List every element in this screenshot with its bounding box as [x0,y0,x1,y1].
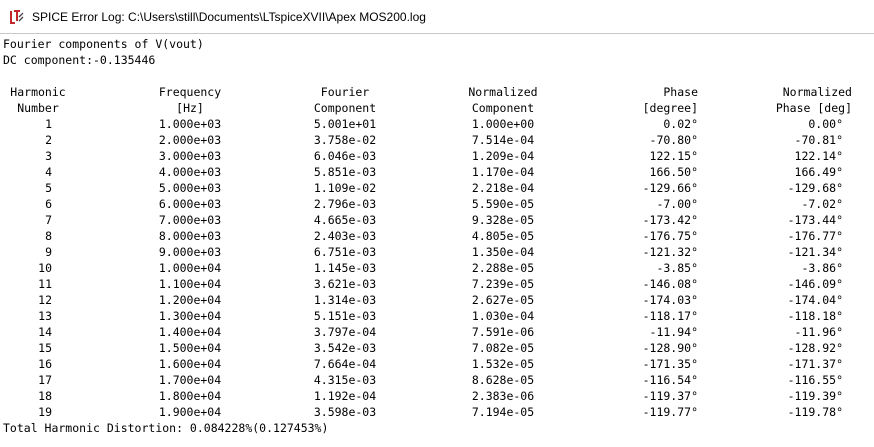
normalized-component-value: 2.383e-06 [471,389,535,403]
normalized-phase-value: -11.96° [794,325,843,339]
normalized-component-value: 1.030e-04 [471,309,535,323]
harmonic-number: 12 [38,293,52,307]
frequency-header: Frequency [158,85,222,99]
normalized-phase-value: -171.37° [787,357,843,371]
phase-header-unit: [degree] [642,101,698,115]
phase-value: -176.75° [642,229,698,243]
normalized-component-value: 7.514e-04 [471,133,535,147]
phase-value: 122.15° [649,149,698,163]
dc-component: DC component:-0.135446 [3,53,156,67]
total-harmonic-distortion: Total Harmonic Distortion: 0.084228%(0.127453%) [3,421,329,435]
normalized-phase-value: 166.49° [794,165,843,179]
phase-value: -7.00° [656,197,698,211]
normalized-component-value: 1.350e-04 [471,245,535,259]
phase-header: Phase [663,85,698,99]
frequency-value: 8.000e+03 [158,229,222,243]
phase-value: -11.94° [649,325,698,339]
normalized-phase-header: Normalized [782,85,852,99]
ltspice-app-icon[interactable] [8,8,26,26]
harmonic-header-unit: Number [17,101,59,115]
frequency-value: 7.000e+03 [158,213,222,227]
phase-value: -3.85° [656,261,698,275]
frequency-value: 1.300e+04 [158,309,222,323]
fourier-component-value: 3.598e-03 [313,405,377,419]
harmonic-number: 4 [45,165,52,179]
phase-value: -70.80° [649,133,698,147]
phase-value: -174.03° [642,293,698,307]
harmonic-number: 6 [45,197,52,211]
frequency-value: 1.600e+04 [158,357,222,371]
fourier-heading: Fourier components of V(vout) [3,37,204,51]
normalized-phase-value: -174.04° [787,293,843,307]
normalized-phase-value: 122.14° [794,149,843,163]
fourier-component-value: 3.758e-02 [313,133,377,147]
frequency-value: 1.500e+04 [158,341,222,355]
harmonic-number: 1 [45,117,52,131]
frequency-value: 3.000e+03 [158,149,222,163]
fourier-component-value: 2.796e-03 [313,197,377,211]
frequency-header-unit: [Hz] [176,101,204,115]
normalized-component-value: 2.288e-05 [471,261,535,275]
normalized-phase-value: -70.81° [794,133,843,147]
title-bar[interactable] [0,0,874,33]
fourier-component-value: 1.109e-02 [313,181,377,195]
normalized-component-value: 1.209e-04 [471,149,535,163]
harmonic-number: 5 [45,181,52,195]
log-text-area[interactable] [0,33,874,447]
fourier-component-value: 4.315e-03 [313,373,377,387]
harmonic-number: 19 [38,405,52,419]
phase-value: -128.90° [642,341,698,355]
window-title: SPICE Error Log: C:\Users\still\Documents\LTspiceXVII\Apex MOS200.log [32,9,426,24]
frequency-value: 1.000e+03 [158,117,222,131]
harmonic-number: 16 [38,357,52,371]
phase-value: -119.37° [642,389,698,403]
fourier-component-value: 1.314e-03 [313,293,377,307]
normalized-phase-value: -7.02° [801,197,843,211]
harmonic-number: 14 [38,325,52,339]
fourier-component-value: 5.001e+01 [313,117,377,131]
harmonic-number: 8 [45,229,52,243]
frequency-value: 1.100e+04 [158,277,222,291]
fourier-component-value: 2.403e-03 [313,229,377,243]
harmonic-header: Harmonic [10,85,66,99]
frequency-value: 5.000e+03 [158,181,222,195]
phase-value: 166.50° [649,165,698,179]
fourier-component-value: 1.145e-03 [313,261,377,275]
normalized-phase-value: -119.39° [787,389,843,403]
harmonic-number: 9 [45,245,52,259]
phase-value: -118.17° [642,309,698,323]
normalized-phase-value: 0.00° [808,117,843,131]
frequency-value: 1.400e+04 [158,325,222,339]
normalized-component-value: 1.532e-05 [471,357,535,371]
frequency-value: 1.900e+04 [158,405,222,419]
fourier-component-header: Fourier [320,85,370,99]
normalized-component-value: 5.590e-05 [471,197,535,211]
normalized-phase-value: -121.34° [787,245,843,259]
harmonic-number: 18 [38,389,52,403]
normalized-component-value: 7.082e-05 [471,341,535,355]
normalized-phase-value: -119.78° [787,405,843,419]
normalized-component-header: Normalized [468,85,538,99]
fourier-component-value: 3.621e-03 [313,277,377,291]
harmonic-number: 15 [38,341,52,355]
frequency-value: 1.700e+04 [158,373,222,387]
normalized-component-value: 7.591e-06 [471,325,535,339]
frequency-value: 1.200e+04 [158,293,222,307]
fourier-component-header-unit: Component [313,101,377,115]
harmonic-number: 7 [45,213,52,227]
normalized-phase-value: -128.92° [787,341,843,355]
fourier-component-value: 5.151e-03 [313,309,377,323]
normalized-component-value: 1.170e-04 [471,165,535,179]
normalized-component-value: 7.239e-05 [471,277,535,291]
fourier-component-value: 6.751e-03 [313,245,377,259]
normalized-component-header-unit: Component [471,101,535,115]
fourier-component-value: 7.664e-04 [313,357,377,371]
harmonic-number: 10 [38,261,52,275]
phase-value: 0.02° [663,117,698,131]
normalized-component-value: 2.218e-04 [471,181,535,195]
harmonic-number: 13 [38,309,52,323]
normalized-phase-value: -116.55° [787,373,843,387]
normalized-component-value: 1.000e+00 [471,117,535,131]
fourier-component-value: 4.665e-03 [313,213,377,227]
frequency-value: 1.000e+04 [158,261,222,275]
normalized-phase-value: -118.18° [787,309,843,323]
phase-value: -129.66° [642,181,698,195]
normalized-phase-header-unit: Phase [deg] [775,101,852,115]
phase-value: -116.54° [642,373,698,387]
fourier-component-value: 6.046e-03 [313,149,377,163]
normalized-phase-value: -3.86° [801,261,843,275]
harmonic-number: 3 [45,149,52,163]
phase-value: -119.77° [642,405,698,419]
normalized-phase-value: -129.68° [787,181,843,195]
normalized-phase-value: -146.09° [787,277,843,291]
normalized-component-value: 8.628e-05 [471,373,535,387]
phase-value: -121.32° [642,245,698,259]
frequency-value: 2.000e+03 [158,133,222,147]
frequency-value: 9.000e+03 [158,245,222,259]
fourier-component-value: 5.851e-03 [313,165,377,179]
phase-value: -171.35° [642,357,698,371]
fourier-component-value: 1.192e-04 [313,389,377,403]
frequency-value: 4.000e+03 [158,165,222,179]
frequency-value: 1.800e+04 [158,389,222,403]
phase-value: -146.08° [642,277,698,291]
harmonic-number: 11 [38,277,52,291]
normalized-phase-value: -176.77° [787,229,843,243]
fourier-component-value: 3.797e-04 [313,325,377,339]
normalized-component-value: 4.805e-05 [471,229,535,243]
normalized-component-value: 2.627e-05 [471,293,535,307]
harmonic-number: 17 [38,373,52,387]
frequency-value: 6.000e+03 [158,197,222,211]
fourier-component-value: 3.542e-03 [313,341,377,355]
normalized-component-value: 9.328e-05 [471,213,535,227]
phase-value: -173.42° [642,213,698,227]
harmonic-number: 2 [45,133,52,147]
normalized-phase-value: -173.44° [787,213,843,227]
normalized-component-value: 7.194e-05 [471,405,535,419]
